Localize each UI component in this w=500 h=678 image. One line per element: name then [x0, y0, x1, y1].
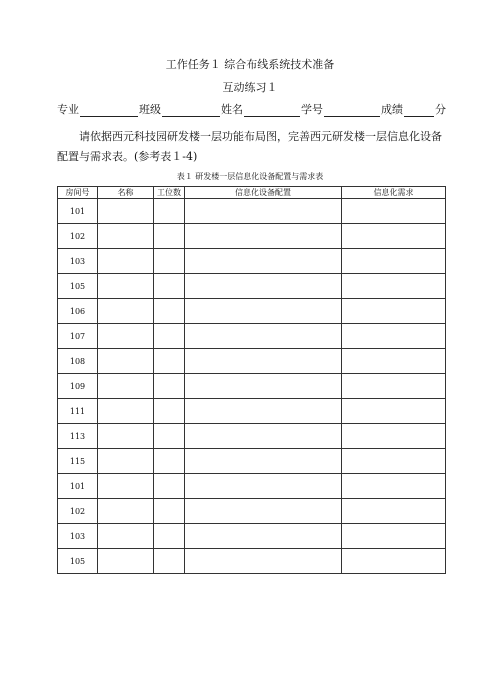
name-cell[interactable]	[98, 224, 154, 249]
it-requirements-cell[interactable]	[342, 224, 446, 249]
document-subtitle: 互动练习１	[222, 81, 278, 94]
student-info-row	[57, 101, 447, 117]
workstations-cell[interactable]	[154, 199, 185, 224]
table-header-row	[58, 187, 446, 199]
table-row	[58, 324, 446, 349]
name-cell[interactable]	[98, 449, 154, 474]
room-number-cell: 107	[58, 324, 98, 349]
table-row	[58, 549, 446, 574]
header-workstations: 工位数	[154, 187, 185, 199]
room-number-cell: 115	[58, 449, 98, 474]
workstations-cell[interactable]	[154, 274, 185, 299]
workstations-cell[interactable]	[154, 549, 185, 574]
workstations-cell[interactable]	[154, 324, 185, 349]
it-requirements-cell[interactable]	[342, 499, 446, 524]
header-name: 名称	[98, 187, 154, 199]
label-student-id: 学号	[301, 103, 323, 116]
room-number-cell: 113	[58, 424, 98, 449]
it-equipment-cell[interactable]	[185, 324, 342, 349]
label-points: 分	[435, 103, 446, 116]
workstations-cell[interactable]	[154, 224, 185, 249]
it-requirements-cell[interactable]	[342, 249, 446, 274]
table-row	[58, 199, 446, 224]
workstations-cell[interactable]	[154, 399, 185, 424]
table-row	[58, 499, 446, 524]
it-equipment-cell[interactable]	[185, 474, 342, 499]
table-row	[58, 274, 446, 299]
room-number-cell: 103	[58, 249, 98, 274]
it-requirements-cell[interactable]	[342, 474, 446, 499]
name-cell[interactable]	[98, 324, 154, 349]
room-number-cell: 102	[58, 224, 98, 249]
it-equipment-cell[interactable]	[185, 249, 342, 274]
room-number-cell: 105	[58, 549, 98, 574]
it-equipment-cell[interactable]	[185, 449, 342, 474]
it-equipment-cell[interactable]	[185, 374, 342, 399]
table-caption: 表１ 研发楼一层信息化设备配置与需求表	[176, 172, 324, 181]
label-score: 成绩	[381, 103, 403, 116]
workstations-cell[interactable]	[154, 524, 185, 549]
name-cell[interactable]	[98, 399, 154, 424]
it-equipment-cell[interactable]	[185, 399, 342, 424]
workstations-cell[interactable]	[154, 449, 185, 474]
it-equipment-cell[interactable]	[185, 424, 342, 449]
room-number-cell: 101	[58, 474, 98, 499]
table-row	[58, 299, 446, 324]
table-row	[58, 224, 446, 249]
it-equipment-cell[interactable]	[185, 524, 342, 549]
blank-class[interactable]	[162, 105, 220, 117]
room-number-cell: 111	[58, 399, 98, 424]
name-cell[interactable]	[98, 524, 154, 549]
table-row	[58, 374, 446, 399]
it-requirements-cell[interactable]	[342, 424, 446, 449]
blank-major[interactable]	[80, 105, 138, 117]
workstations-cell[interactable]	[154, 349, 185, 374]
room-number-cell: 101	[58, 199, 98, 224]
name-cell[interactable]	[98, 424, 154, 449]
header-it-requirements: 信息化需求	[342, 187, 446, 199]
it-requirements-cell[interactable]	[342, 524, 446, 549]
table-row	[58, 424, 446, 449]
it-requirements-cell[interactable]	[342, 349, 446, 374]
label-class: 班级	[139, 103, 161, 116]
name-cell[interactable]	[98, 274, 154, 299]
header-it-equipment: 信息化设备配置	[185, 187, 342, 199]
workstations-cell[interactable]	[154, 249, 185, 274]
it-equipment-cell[interactable]	[185, 224, 342, 249]
name-cell[interactable]	[98, 499, 154, 524]
table-row	[58, 349, 446, 374]
label-name: 姓名	[221, 103, 243, 116]
blank-student-id[interactable]	[324, 105, 380, 117]
table-row	[58, 249, 446, 274]
blank-name[interactable]	[244, 105, 300, 117]
name-cell[interactable]	[98, 474, 154, 499]
label-major: 专业	[57, 103, 79, 116]
name-cell[interactable]	[98, 349, 154, 374]
it-requirements-cell[interactable]	[342, 449, 446, 474]
it-requirements-cell[interactable]	[342, 324, 446, 349]
blank-score[interactable]	[404, 105, 434, 117]
name-cell[interactable]	[98, 249, 154, 274]
table-row	[58, 399, 446, 424]
workstations-cell[interactable]	[154, 374, 185, 399]
table-row	[58, 449, 446, 474]
it-requirements-cell[interactable]	[342, 374, 446, 399]
it-equipment-cell[interactable]	[185, 349, 342, 374]
document-title: 工作任务１ 综合布线系统技术准备	[165, 58, 335, 71]
room-number-cell: 109	[58, 374, 98, 399]
name-cell[interactable]	[98, 549, 154, 574]
it-requirements-cell[interactable]	[342, 399, 446, 424]
table-body	[58, 199, 446, 574]
workstations-cell[interactable]	[154, 299, 185, 324]
name-cell[interactable]	[98, 299, 154, 324]
it-requirements-cell[interactable]	[342, 274, 446, 299]
instruction-text: 请依据西元科技园研发楼一层功能布局图，完善西元研发楼一层信息化设备配置与需求表。(参考表１-4)	[57, 130, 442, 163]
room-number-cell: 105	[58, 274, 98, 299]
room-number-cell: 108	[58, 349, 98, 374]
it-requirements-cell[interactable]	[342, 549, 446, 574]
room-number-cell: 103	[58, 524, 98, 549]
workstations-cell[interactable]	[154, 424, 185, 449]
table-row	[58, 524, 446, 549]
name-cell[interactable]	[98, 374, 154, 399]
room-number-cell: 106	[58, 299, 98, 324]
it-requirements-cell[interactable]	[342, 199, 446, 224]
header-room-number: 房间号	[58, 187, 98, 199]
it-equipment-cell[interactable]	[185, 299, 342, 324]
room-number-cell: 102	[58, 499, 98, 524]
workstations-cell[interactable]	[154, 474, 185, 499]
name-cell[interactable]	[98, 199, 154, 224]
it-equipment-cell[interactable]	[185, 199, 342, 224]
table-row	[58, 474, 446, 499]
it-equipment-cell[interactable]	[185, 549, 342, 574]
it-requirements-cell[interactable]	[342, 299, 446, 324]
it-equipment-cell[interactable]	[185, 274, 342, 299]
equipment-config-table	[57, 186, 446, 574]
workstations-cell[interactable]	[154, 499, 185, 524]
it-equipment-cell[interactable]	[185, 499, 342, 524]
